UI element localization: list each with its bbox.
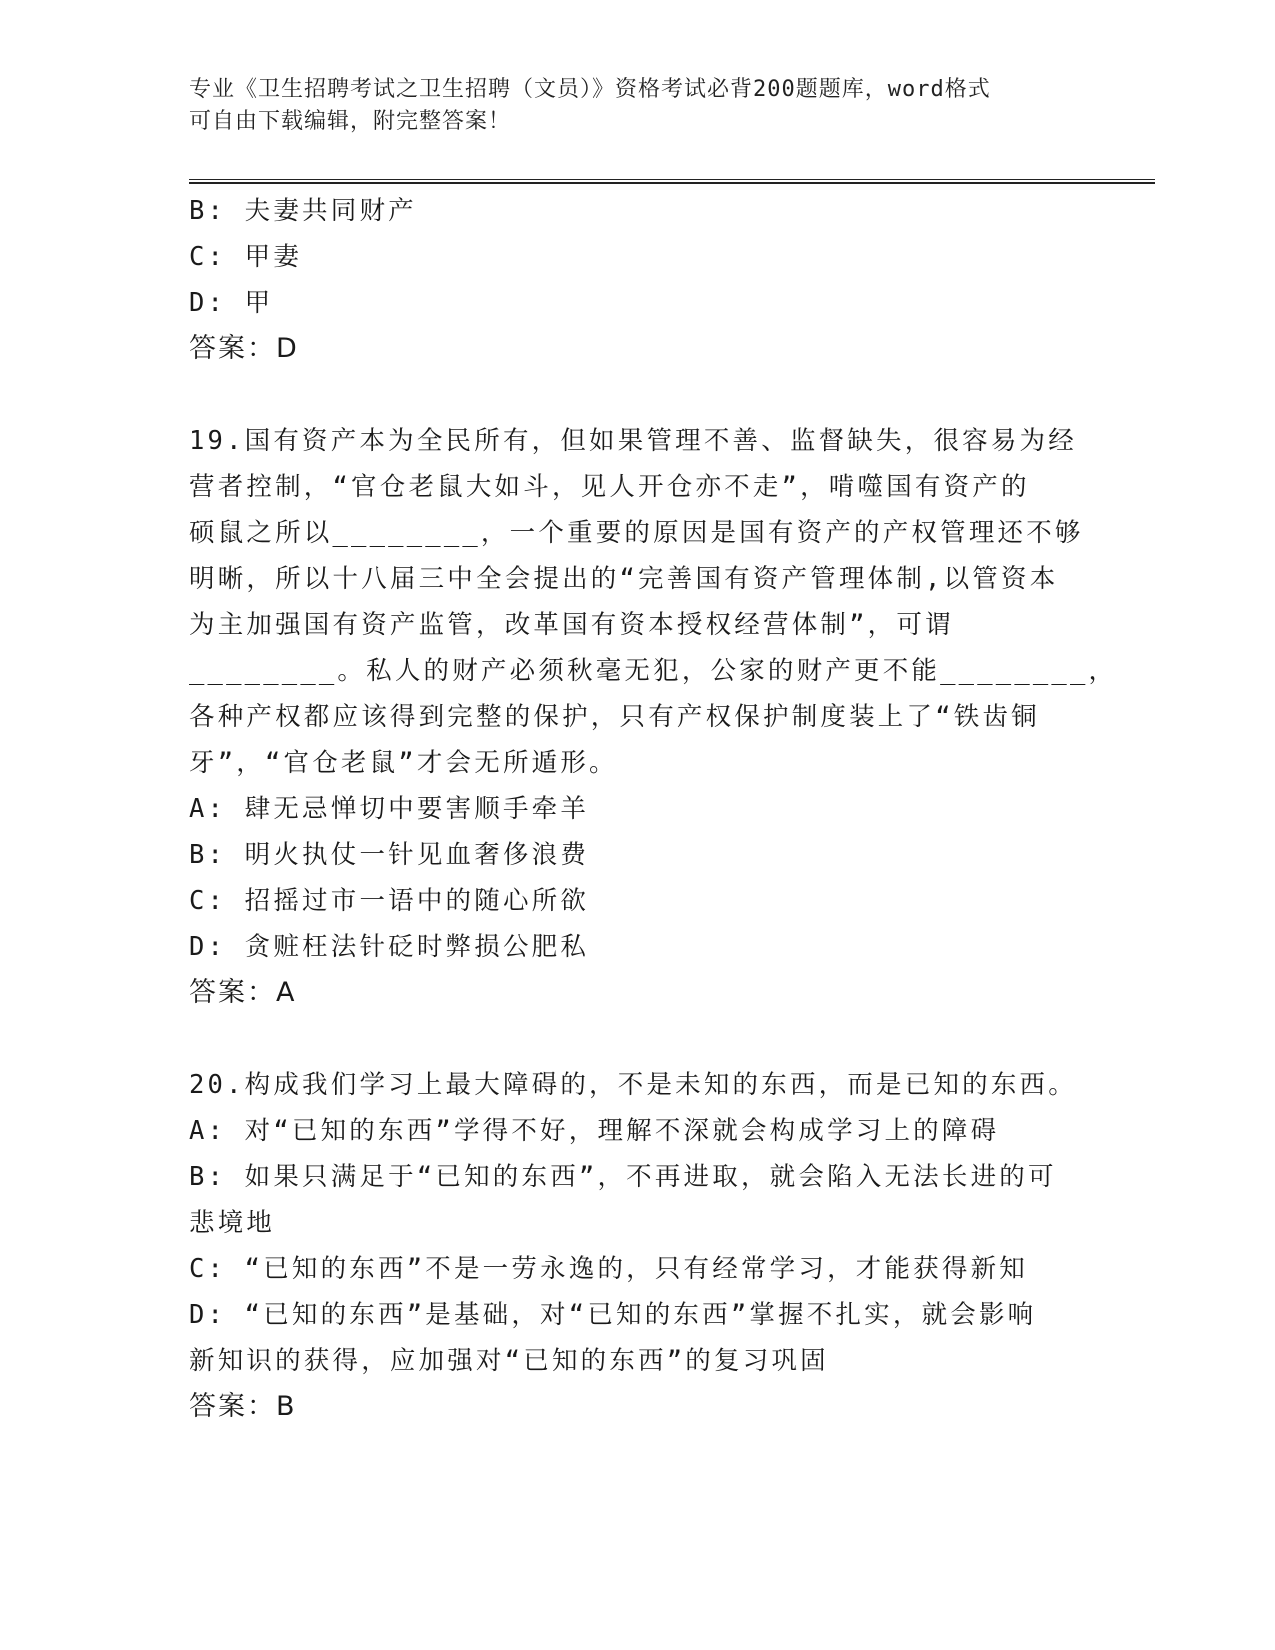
q19-option-a: A: 肆无忌惮切中要害顺手牵羊 [189, 794, 590, 824]
q20-option-a: A: 对“已知的东西”学得不好，理解不深就会构成学习上的障碍 [189, 1116, 1000, 1146]
header-title-line-2: 可自由下载编辑，附完整答案！ [189, 109, 512, 134]
q19-stem-line: 19.国有资产本为全民所有，但如果管理不善、监督缺失，很容易为经 [189, 426, 1077, 456]
document-header [189, 74, 1089, 138]
q20-option-d-line-1: D: “已知的东西”是基础，对“已知的东西”掌握不扎实，就会影响 [189, 1300, 1037, 1330]
q19-option-c: C: 招摇过市一语中的随心所欲 [189, 886, 590, 916]
q18-option-b: B: 夫妻共同财产 [189, 196, 417, 226]
q19-option-d: D: 贪赃枉法针砭时弊损公肥私 [189, 932, 590, 962]
q19-stem-line: 营者控制，“官仓老鼠大如斗，见人开仓亦不走”，啃噬国有资产的 [189, 472, 1030, 502]
q19-stem-line: 各种产权都应该得到完整的保护，只有产权保护制度装上了“铁齿铜 [189, 702, 1040, 732]
q18-option-d: D: 甲 [189, 288, 274, 318]
header-rule-thin [189, 179, 1155, 180]
q19-stem-line: ________。私人的财产必须秋毫无犯，公家的财产更不能________， [189, 656, 1118, 686]
spacer [189, 1016, 1089, 1062]
spacer [189, 372, 1089, 418]
q19-stem-line: 明晰，所以十八届三中全会提出的“完善国有资产管理体制,以管资本 [189, 564, 1059, 594]
q19-stem-line: 牙”，“官仓老鼠”才会无所遁形。 [189, 748, 618, 778]
question-20 [189, 1062, 1089, 1430]
q19-stem-line: 硕鼠之所以________，一个重要的原因是国有资产的产权管理还不够 [189, 518, 1084, 548]
q20-option-c: C: “已知的东西”不是一劳永逸的，只有经常学习，才能获得新知 [189, 1254, 1028, 1284]
q20-stem: 20.构成我们学习上最大障碍的，不是未知的东西，而是已知的东西。 [189, 1070, 1077, 1100]
q18-option-c: C: 甲妻 [189, 242, 303, 272]
q19-stem-line: 为主加强国有资产监管，改革国有资本授权经营体制”，可谓 [189, 610, 954, 640]
q19-option-b: B: 明火执仗一针见血奢侈浪费 [189, 840, 590, 870]
q20-option-d-line-2: 新知识的获得，应加强对“已知的东西”的复习巩固 [189, 1346, 829, 1376]
q18-answer: 答案：D [189, 333, 299, 364]
q20-option-b-line-2: 悲境地 [189, 1208, 276, 1238]
q19-answer: 答案：A [189, 977, 297, 1008]
question-18-tail [189, 188, 1089, 372]
q20-answer: 答案：B [189, 1391, 297, 1422]
header-title-line-1: 专业《卫生招聘考试之卫生招聘（文员）》资格考试必背200题题库，word格式 [189, 77, 991, 102]
header-rule-thick [189, 182, 1155, 184]
question-19 [189, 418, 1118, 1016]
document-body [189, 188, 1118, 1430]
q20-option-b-line-1: B: 如果只满足于“已知的东西”，不再进取，就会陷入无法长进的可 [189, 1162, 1057, 1192]
